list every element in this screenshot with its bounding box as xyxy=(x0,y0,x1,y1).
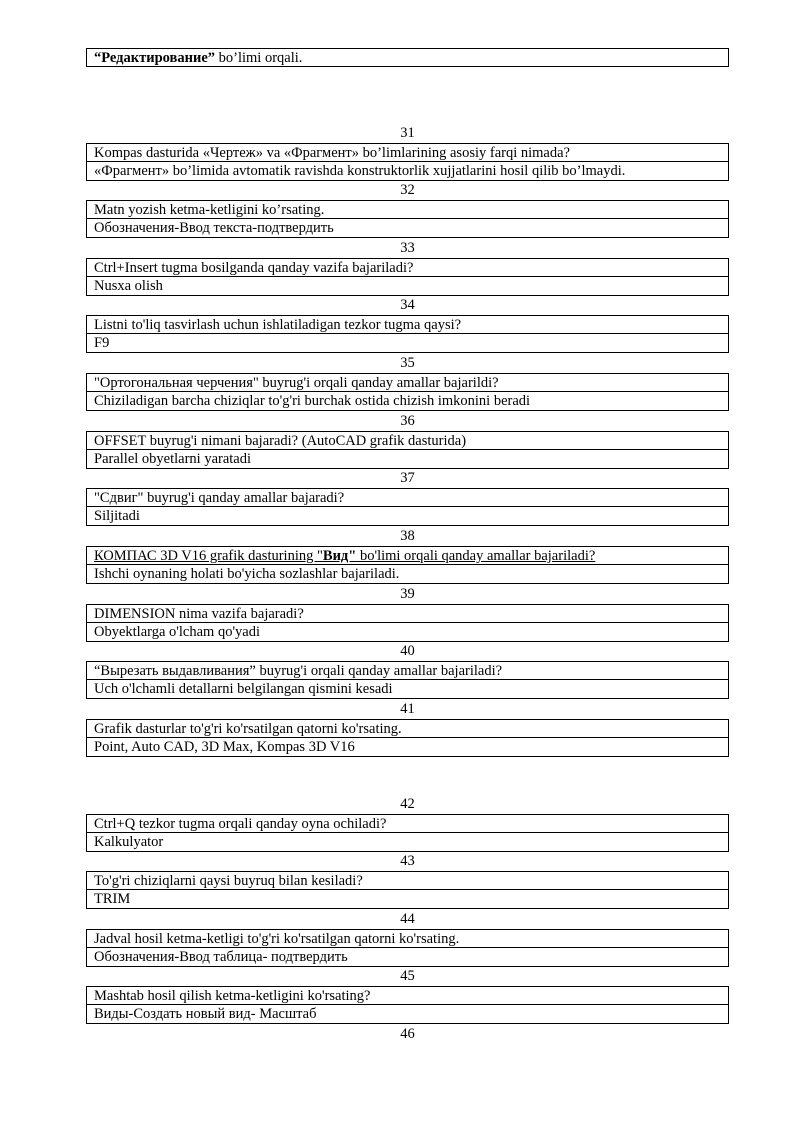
question-number: 43 xyxy=(400,853,415,869)
answer-row xyxy=(86,48,729,67)
answer-row: Uch o'lchamli detallarni belgilangan qismini kesadi xyxy=(86,680,729,699)
answer-row: Обозначения-Ввод текста-подтвердить xyxy=(86,219,729,238)
answer-row: Виды-Создать новый вид- Масштаб xyxy=(86,1005,729,1024)
question-number: 41 xyxy=(400,701,415,717)
question-text-end: bo'limi orqali qanday amallar bajariladi? xyxy=(356,548,596,564)
question-row: To'g'ri chiziqlarni qaysi buyruq bilan kesiladi? xyxy=(86,871,729,890)
question-block-43 xyxy=(86,852,729,909)
question-block-39 xyxy=(86,585,729,642)
question-row: Listni to'liq tasvirlash uchun ishlatiladigan tezkor tugma qaysi? xyxy=(86,315,729,334)
answer-row: Ishchi oynaning holati bo'yicha sozlashlar bajariladi. xyxy=(86,565,729,584)
question-block-45 xyxy=(86,967,729,1024)
question-block-31 xyxy=(86,124,729,181)
question-row: Jadval hosil ketma-ketligi to'g'ri ko'rsatilgan qatorni ko'rsating. xyxy=(86,929,729,948)
question-block-37 xyxy=(86,469,729,526)
answer-row: Parallel obyetlarni yaratadi xyxy=(86,450,729,469)
question-text-start: КОМПАС 3D V16 grafik dasturining " xyxy=(94,548,323,564)
question-block-35 xyxy=(86,354,729,411)
question-number: 38 xyxy=(400,528,415,544)
question-row: “Вырезать выдавливания” buyrug'i orqali qanday amallar bajariladi? xyxy=(86,661,729,680)
answer-row: F9 xyxy=(86,334,729,353)
question-block-44 xyxy=(86,910,729,967)
question-row xyxy=(86,546,729,565)
question-row: OFFSET buyrug'i nimani bajaradi? (AutoCAD grafik dasturida) xyxy=(86,431,729,450)
question-row: Grafik dasturlar to'g'ri ko'rsatilgan qatorni ko'rsating. xyxy=(86,719,729,738)
question-row: Kompas dasturida «Чертеж» va «Фрагмент» bo’limlarining asosiy farqi nimada? xyxy=(86,143,729,162)
question-block-33 xyxy=(86,239,729,296)
question-block-36 xyxy=(86,412,729,469)
question-row: "Сдвиг" buyrug'i qanday amallar bajaradi? xyxy=(86,488,729,507)
question-number: 34 xyxy=(400,297,415,313)
question-row: Matn yozish ketma-ketligini ko’rsating. xyxy=(86,200,729,219)
question-row: "Ортогональная черчения" buyrug'i orqali qanday amallar bajarildi? xyxy=(86,373,729,392)
question-number: 37 xyxy=(400,470,415,486)
question-block-46 xyxy=(86,1025,729,1044)
question-block-38 xyxy=(86,527,729,584)
question-number: 42 xyxy=(400,796,415,812)
answer-row: Обозначения-Ввод таблица- подтвердить xyxy=(86,948,729,967)
question-number: 46 xyxy=(400,1026,415,1042)
question-row: Ctrl+Q tezkor tugma orqali qanday oyna ochiladi? xyxy=(86,814,729,833)
answer-row: Siljitadi xyxy=(86,507,729,526)
answer-row: Nusxa olish xyxy=(86,277,729,296)
question-number: 33 xyxy=(400,240,415,256)
answer-text: bo’limi orqali. xyxy=(215,50,303,66)
question-block-41 xyxy=(86,700,729,757)
question-block-34 xyxy=(86,296,729,353)
question-number: 45 xyxy=(400,968,415,984)
question-number: 32 xyxy=(400,182,415,198)
answer-row: Point, Auto CAD, 3D Max, Kompas 3D V16 xyxy=(86,738,729,757)
answer-row: Kalkulyator xyxy=(86,833,729,852)
question-number: 35 xyxy=(400,355,415,371)
question-number: 36 xyxy=(400,413,415,429)
question-block-42 xyxy=(86,795,729,852)
bold-section-name: Вид" xyxy=(322,548,357,564)
answer-row: Obyektlarga o'lcham qo'yadi xyxy=(86,623,729,642)
question-row: Ctrl+Insert tugma bosilganda qanday vazifa bajariladi? xyxy=(86,258,729,277)
question-row: DIMENSION nima vazifa bajaradi? xyxy=(86,604,729,623)
question-block-32 xyxy=(86,181,729,238)
question-number: 31 xyxy=(400,125,415,141)
question-number: 44 xyxy=(400,911,415,927)
question-number: 40 xyxy=(400,643,415,659)
bold-section-name: “Редактирование” xyxy=(94,50,216,66)
answer-row: Chiziladigan barcha chiziqlar to'g'ri burchak ostida chizish imkonini beradi xyxy=(86,392,729,411)
question-number: 39 xyxy=(400,586,415,602)
answer-row: «Фрагмент» bo’limida avtomatik ravishda konstruktorlik xujjatlarini hosil qilib bo’lmaydi. xyxy=(86,162,729,181)
question-row: Mashtab hosil qilish ketma-ketligini ko'rsating? xyxy=(86,986,729,1005)
question-block-40 xyxy=(86,642,729,699)
previous-answer-block xyxy=(86,48,729,67)
answer-row: TRIM xyxy=(86,890,729,909)
